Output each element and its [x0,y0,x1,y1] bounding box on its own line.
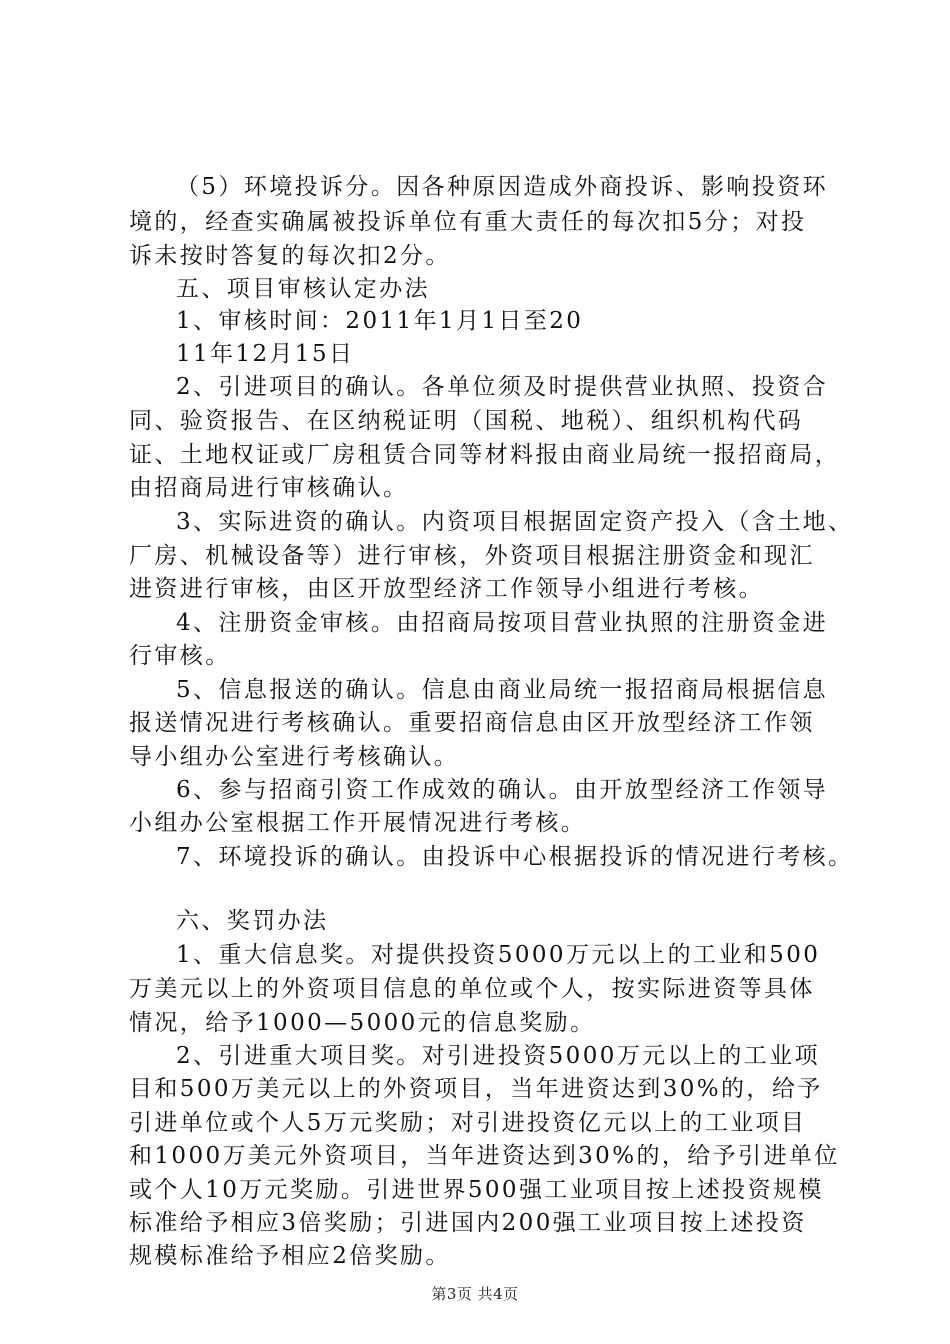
text-line: 小组办公室根据工作开展情况进行考核。 [129,810,587,836]
text-line: 厂房、机械设备等）进行审核，外资项目根据注册资金和现汇 [129,543,815,569]
text-line: 11年12月15日 [176,341,355,367]
text-line: 导小组办公室进行考核确认。 [129,744,460,770]
text-line: 或个人10万元奖励。引进世界500强工业项目按上述投资规模 [129,1177,824,1203]
text-line: 境的，经查实确属被投诉单位有重大责任的每次扣5分；对投 [129,209,807,235]
text-line: 同、验资报告、在区纳税证明（国税、地税）、组织机构代码 [129,408,804,434]
text-line: 2、引进项目的确认。各单位须及时提供营业执照、投资合 [176,374,829,400]
section-heading: 五、项目审核认定办法 [176,276,430,302]
text-line: 1、审核时间：2011年1月1日至20 [176,308,584,334]
text-line: 规模标准给予相应2倍奖励。 [129,1243,451,1269]
text-line: 4、注册资金审核。由招商局按项目营业执照的注册资金进 [176,610,829,636]
text-line: （5）环境投诉分。因各种原因造成外商投诉、影响投资环 [176,174,829,200]
text-line: 引进单位或个人5万元奖励；对引进投资亿元以上的工业项目 [129,1110,807,1136]
section-heading: 六、奖罚办法 [176,908,329,934]
text-line: 6、参与招商引资工作成效的确认。由开放型经济工作领导 [176,777,829,803]
text-line: 3、实际进资的确认。内资项目根据固定资产投入（含土地、 [176,509,854,535]
page-number-footer: 第3页 共4页 [431,1285,519,1303]
text-line: 进资进行审核，由区开放型经济工作领导小组进行考核。 [129,576,764,602]
text-line: 和1000万美元外资项目，当年进资达到30%的，给予引进单位 [129,1143,840,1169]
text-line: 由招商局进行审核确认。 [129,475,409,501]
text-line: 情况，给予1000—5000元的信息奖励。 [129,1010,596,1036]
text-line: 2、引进重大项目奖。对引进投资5000万元以上的工业项 [176,1043,820,1069]
text-line: 报送情况进行考核确认。重要招商信息由区开放型经济工作领 [129,710,815,736]
text-line: 证、土地权证或厂房租赁合同等材料报由商业局统一报招商局， [129,442,841,468]
text-line: 7、环境投诉的确认。由投诉中心根据投诉的情况进行考核。 [176,844,854,870]
text-line: 1、重大信息奖。对提供投资5000万元以上的工业和500 [176,942,821,968]
text-line: 诉未按时答复的每次扣2分。 [129,243,451,269]
text-line: 目和500万美元以上的外资项目，当年进资达到30%的，给予 [129,1076,823,1102]
text-line: 5、信息报送的确认。信息由商业局统一报招商局根据信息 [176,677,829,703]
text-line: 行审核。 [129,643,231,669]
text-line: 万美元以上的外资项目信息的单位或个人，按实际进资等具体 [129,976,815,1002]
text-line: 标准给予相应3倍奖励；引进国内200强工业项目按上述投资 [129,1210,807,1236]
